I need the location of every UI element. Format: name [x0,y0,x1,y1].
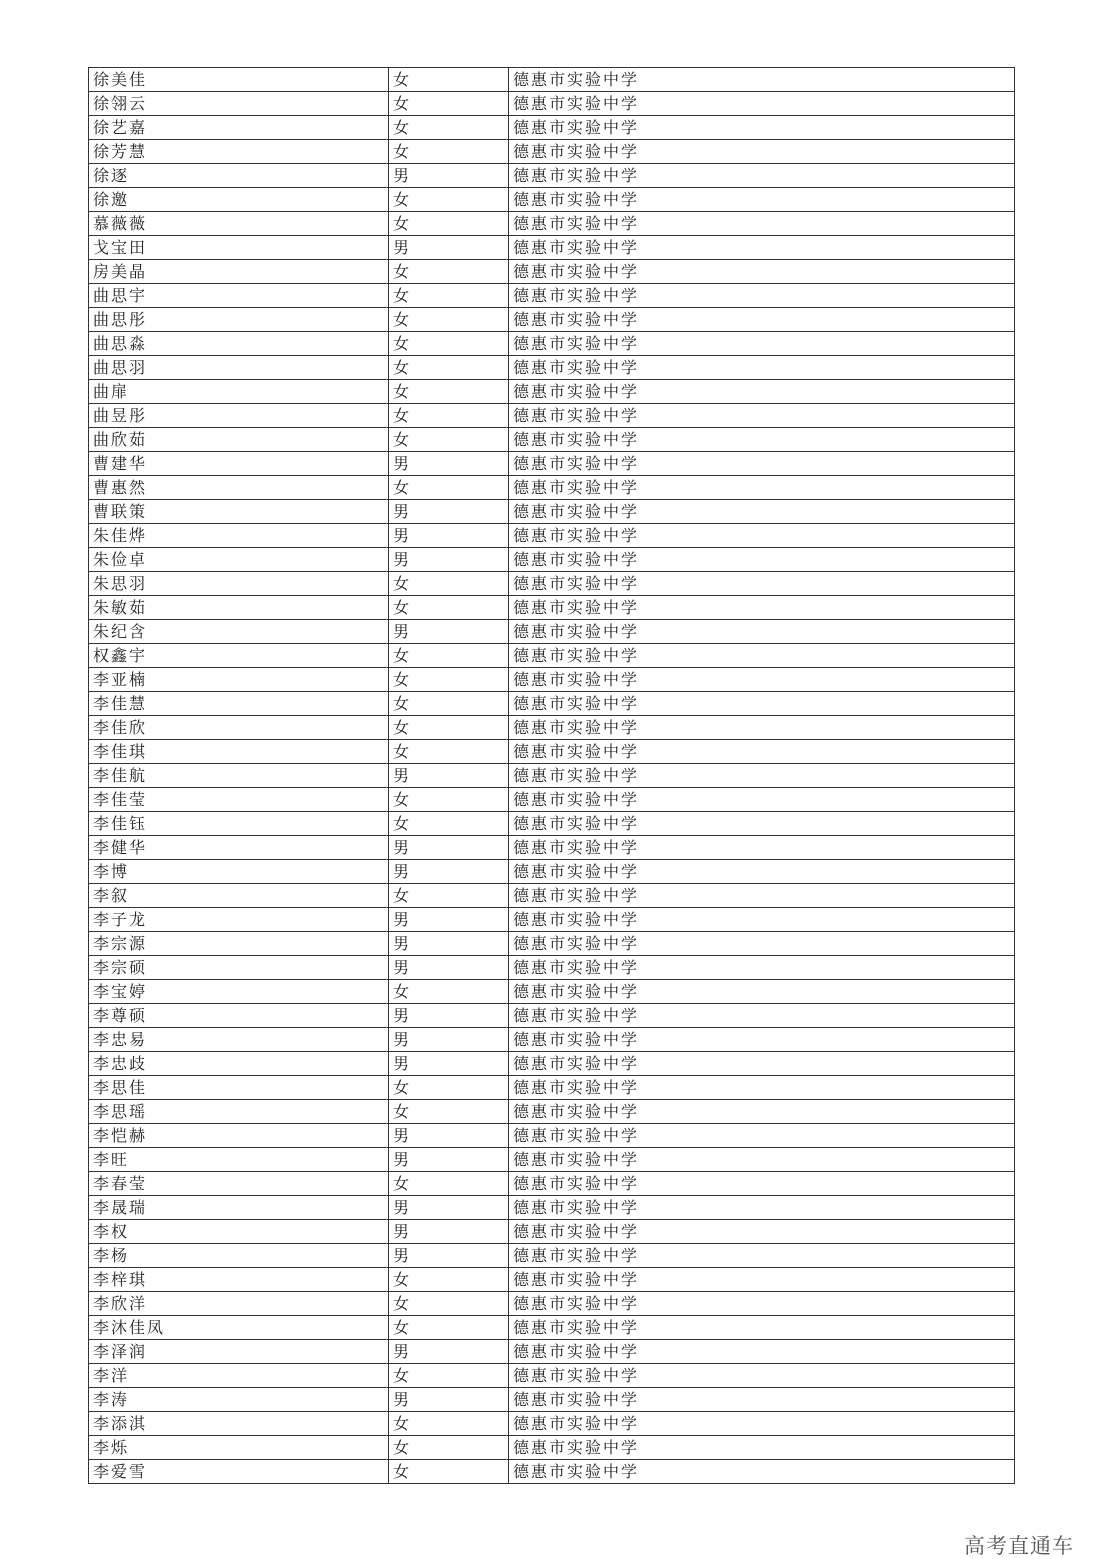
student-gender-cell: 女 [389,812,509,836]
student-name-cell: 曹联策 [89,500,389,524]
roster-body [89,68,1015,1484]
student-name-cell: 李春莹 [89,1172,389,1196]
student-school-cell: 德惠市实验中学 [509,1268,1015,1292]
student-gender-cell: 女 [389,380,509,404]
student-name-cell: 李尊硕 [89,1004,389,1028]
student-gender-cell: 女 [389,1100,509,1124]
student-school-cell: 德惠市实验中学 [509,188,1015,212]
student-gender-cell: 女 [389,92,509,116]
student-gender-cell: 男 [389,836,509,860]
student-school-cell: 德惠市实验中学 [509,500,1015,524]
student-gender-cell: 男 [389,908,509,932]
student-gender-cell: 男 [389,524,509,548]
table-row [89,956,1015,980]
student-school-cell: 德惠市实验中学 [509,1196,1015,1220]
student-name-cell: 曲思羽 [89,356,389,380]
table-row [89,1052,1015,1076]
student-gender-cell: 女 [389,1172,509,1196]
student-school-cell: 德惠市实验中学 [509,884,1015,908]
table-row [89,788,1015,812]
student-name-cell: 李忠易 [89,1028,389,1052]
table-row [89,1172,1015,1196]
student-name-cell: 徐芳慧 [89,140,389,164]
table-row [89,1316,1015,1340]
student-name-cell: 李梓琪 [89,1268,389,1292]
student-gender-cell: 女 [389,1268,509,1292]
student-school-cell: 德惠市实验中学 [509,140,1015,164]
table-row [89,116,1015,140]
student-school-cell: 德惠市实验中学 [509,788,1015,812]
student-school-cell: 德惠市实验中学 [509,308,1015,332]
student-gender-cell: 女 [389,1316,509,1340]
student-name-cell: 李博 [89,860,389,884]
student-school-cell: 德惠市实验中学 [509,764,1015,788]
student-name-cell: 李烁 [89,1436,389,1460]
table-row [89,932,1015,956]
student-school-cell: 德惠市实验中学 [509,356,1015,380]
table-row [89,212,1015,236]
student-name-cell: 曹建华 [89,452,389,476]
student-name-cell: 曲思彤 [89,308,389,332]
student-gender-cell: 男 [389,548,509,572]
table-row [89,1364,1015,1388]
student-school-cell: 德惠市实验中学 [509,1172,1015,1196]
student-gender-cell: 女 [389,596,509,620]
student-name-cell: 李思佳 [89,1076,389,1100]
student-name-cell: 李爱雪 [89,1460,389,1484]
student-gender-cell: 男 [389,860,509,884]
table-row [89,1388,1015,1412]
student-name-cell: 曹惠然 [89,476,389,500]
table-row [89,452,1015,476]
student-name-cell: 李恺赫 [89,1124,389,1148]
student-gender-cell: 女 [389,1460,509,1484]
student-name-cell: 李宗源 [89,932,389,956]
student-school-cell: 德惠市实验中学 [509,68,1015,92]
student-name-cell: 李佳航 [89,764,389,788]
student-name-cell: 李宗硕 [89,956,389,980]
table-row [89,428,1015,452]
table-row [89,980,1015,1004]
table-row [89,1124,1015,1148]
table-row [89,92,1015,116]
table-row [89,908,1015,932]
student-school-cell: 德惠市实验中学 [509,932,1015,956]
table-row [89,500,1015,524]
table-row [89,140,1015,164]
student-gender-cell: 女 [389,284,509,308]
table-row [89,1004,1015,1028]
student-name-cell: 李亚楠 [89,668,389,692]
student-school-cell: 德惠市实验中学 [509,956,1015,980]
student-school-cell: 德惠市实验中学 [509,1292,1015,1316]
student-school-cell: 德惠市实验中学 [509,284,1015,308]
table-row [89,860,1015,884]
student-gender-cell: 男 [389,932,509,956]
watermark-text: 高考直通车 [964,1534,1074,1558]
student-school-cell: 德惠市实验中学 [509,236,1015,260]
student-name-cell: 李添淇 [89,1412,389,1436]
student-name-cell: 李晟瑞 [89,1196,389,1220]
table-row [89,356,1015,380]
student-gender-cell: 男 [389,1388,509,1412]
student-name-cell: 李旺 [89,1148,389,1172]
student-name-cell: 徐邀 [89,188,389,212]
table-row [89,1268,1015,1292]
student-school-cell: 德惠市实验中学 [509,740,1015,764]
student-name-cell: 曲昱彤 [89,404,389,428]
table-row [89,1292,1015,1316]
table-row [89,716,1015,740]
table-row [89,1076,1015,1100]
student-gender-cell: 男 [389,620,509,644]
table-row [89,1196,1015,1220]
student-school-cell: 德惠市实验中学 [509,1340,1015,1364]
student-gender-cell: 女 [389,692,509,716]
student-name-cell: 李子龙 [89,908,389,932]
student-school-cell: 德惠市实验中学 [509,92,1015,116]
student-school-cell: 德惠市实验中学 [509,668,1015,692]
student-school-cell: 德惠市实验中学 [509,1124,1015,1148]
table-row [89,1436,1015,1460]
student-name-cell: 李叙 [89,884,389,908]
table-row [89,764,1015,788]
student-gender-cell: 男 [389,236,509,260]
student-school-cell: 德惠市实验中学 [509,548,1015,572]
student-school-cell: 德惠市实验中学 [509,452,1015,476]
student-name-cell: 李佳莹 [89,788,389,812]
table-row [89,1100,1015,1124]
student-name-cell: 权鑫宇 [89,644,389,668]
student-gender-cell: 男 [389,1124,509,1148]
table-row [89,740,1015,764]
student-gender-cell: 女 [389,1076,509,1100]
table-row [89,236,1015,260]
student-name-cell: 房美晶 [89,260,389,284]
student-gender-cell: 男 [389,1052,509,1076]
table-row [89,1244,1015,1268]
student-name-cell: 李权 [89,1220,389,1244]
student-name-cell: 戈宝田 [89,236,389,260]
student-name-cell: 李宝婷 [89,980,389,1004]
student-name-cell: 朱敏茹 [89,596,389,620]
student-name-cell: 朱佳烨 [89,524,389,548]
student-school-cell: 德惠市实验中学 [509,332,1015,356]
table-row [89,332,1015,356]
student-school-cell: 德惠市实验中学 [509,1220,1015,1244]
student-gender-cell: 男 [389,1220,509,1244]
table-row [89,620,1015,644]
student-name-cell: 李佳钰 [89,812,389,836]
student-gender-cell: 女 [389,644,509,668]
student-school-cell: 德惠市实验中学 [509,116,1015,140]
student-name-cell: 李杨 [89,1244,389,1268]
student-school-cell: 德惠市实验中学 [509,572,1015,596]
table-row [89,260,1015,284]
student-gender-cell: 女 [389,716,509,740]
student-gender-cell: 女 [389,212,509,236]
student-gender-cell: 男 [389,500,509,524]
student-name-cell: 朱纪含 [89,620,389,644]
student-name-cell: 徐艺嘉 [89,116,389,140]
table-row [89,1460,1015,1484]
student-name-cell: 朱思羽 [89,572,389,596]
student-gender-cell: 男 [389,1244,509,1268]
table-row [89,836,1015,860]
student-name-cell: 李忠歧 [89,1052,389,1076]
table-row [89,812,1015,836]
table-row [89,380,1015,404]
table-row [89,284,1015,308]
table-row [89,884,1015,908]
student-school-cell: 德惠市实验中学 [509,404,1015,428]
student-name-cell: 李佳慧 [89,692,389,716]
student-school-cell: 德惠市实验中学 [509,716,1015,740]
student-school-cell: 德惠市实验中学 [509,1364,1015,1388]
student-gender-cell: 女 [389,1412,509,1436]
table-row [89,68,1015,92]
student-gender-cell: 女 [389,572,509,596]
student-school-cell: 德惠市实验中学 [509,596,1015,620]
student-name-cell: 李洋 [89,1364,389,1388]
table-row [89,476,1015,500]
student-school-cell: 德惠市实验中学 [509,980,1015,1004]
student-school-cell: 德惠市实验中学 [509,1436,1015,1460]
student-school-cell: 德惠市实验中学 [509,1076,1015,1100]
student-gender-cell: 男 [389,1028,509,1052]
table-row [89,1412,1015,1436]
student-name-cell: 李思瑶 [89,1100,389,1124]
student-school-cell: 德惠市实验中学 [509,1412,1015,1436]
student-gender-cell: 男 [389,1340,509,1364]
student-name-cell: 李欣洋 [89,1292,389,1316]
student-name-cell: 李泽润 [89,1340,389,1364]
table-row [89,692,1015,716]
student-school-cell: 德惠市实验中学 [509,1388,1015,1412]
student-name-cell: 曲思淼 [89,332,389,356]
student-gender-cell: 女 [389,116,509,140]
student-school-cell: 德惠市实验中学 [509,860,1015,884]
student-gender-cell: 男 [389,956,509,980]
student-gender-cell: 女 [389,884,509,908]
table-row [89,404,1015,428]
student-school-cell: 德惠市实验中学 [509,428,1015,452]
student-name-cell: 李佳琪 [89,740,389,764]
student-school-cell: 德惠市实验中学 [509,524,1015,548]
table-row [89,644,1015,668]
student-gender-cell: 女 [389,788,509,812]
table-row [89,668,1015,692]
student-gender-cell: 女 [389,68,509,92]
student-school-cell: 德惠市实验中学 [509,836,1015,860]
table-row [89,596,1015,620]
student-school-cell: 德惠市实验中学 [509,212,1015,236]
student-gender-cell: 女 [389,404,509,428]
student-gender-cell: 女 [389,140,509,164]
student-school-cell: 德惠市实验中学 [509,164,1015,188]
student-name-cell: 徐翎云 [89,92,389,116]
student-school-cell: 德惠市实验中学 [509,1100,1015,1124]
student-gender-cell: 女 [389,668,509,692]
table-row [89,572,1015,596]
student-school-cell: 德惠市实验中学 [509,1244,1015,1268]
student-gender-cell: 男 [389,452,509,476]
student-school-cell: 德惠市实验中学 [509,476,1015,500]
student-name-cell: 李佳欣 [89,716,389,740]
student-name-cell: 李健华 [89,836,389,860]
student-gender-cell: 女 [389,260,509,284]
student-school-cell: 德惠市实验中学 [509,1052,1015,1076]
student-name-cell: 曲扉 [89,380,389,404]
table-row [89,524,1015,548]
student-roster-table [88,67,1015,1484]
student-gender-cell: 女 [389,188,509,212]
student-gender-cell: 男 [389,1004,509,1028]
student-gender-cell: 女 [389,428,509,452]
student-gender-cell: 女 [389,1436,509,1460]
student-gender-cell: 女 [389,980,509,1004]
student-gender-cell: 女 [389,308,509,332]
student-school-cell: 德惠市实验中学 [509,380,1015,404]
student-school-cell: 德惠市实验中学 [509,812,1015,836]
student-gender-cell: 男 [389,764,509,788]
student-gender-cell: 男 [389,1196,509,1220]
student-gender-cell: 女 [389,1292,509,1316]
student-school-cell: 德惠市实验中学 [509,1004,1015,1028]
student-name-cell: 李沐佳凤 [89,1316,389,1340]
student-gender-cell: 女 [389,332,509,356]
student-gender-cell: 男 [389,1148,509,1172]
student-name-cell: 李涛 [89,1388,389,1412]
student-name-cell: 徐美佳 [89,68,389,92]
student-school-cell: 德惠市实验中学 [509,692,1015,716]
student-gender-cell: 女 [389,1364,509,1388]
student-name-cell: 徐逐 [89,164,389,188]
student-school-cell: 德惠市实验中学 [509,644,1015,668]
table-row [89,1340,1015,1364]
student-gender-cell: 女 [389,740,509,764]
table-row [89,308,1015,332]
table-row [89,548,1015,572]
student-gender-cell: 女 [389,476,509,500]
student-school-cell: 德惠市实验中学 [509,908,1015,932]
student-school-cell: 德惠市实验中学 [509,1460,1015,1484]
student-school-cell: 德惠市实验中学 [509,1148,1015,1172]
student-school-cell: 德惠市实验中学 [509,260,1015,284]
student-name-cell: 慕薇薇 [89,212,389,236]
student-school-cell: 德惠市实验中学 [509,620,1015,644]
table-row [89,164,1015,188]
table-row [89,1220,1015,1244]
student-school-cell: 德惠市实验中学 [509,1316,1015,1340]
student-gender-cell: 男 [389,164,509,188]
student-gender-cell: 女 [389,356,509,380]
student-name-cell: 曲欣茹 [89,428,389,452]
table-row [89,1148,1015,1172]
table-row [89,1028,1015,1052]
student-name-cell: 朱俭卓 [89,548,389,572]
table-row [89,188,1015,212]
student-school-cell: 德惠市实验中学 [509,1028,1015,1052]
student-name-cell: 曲思宇 [89,284,389,308]
